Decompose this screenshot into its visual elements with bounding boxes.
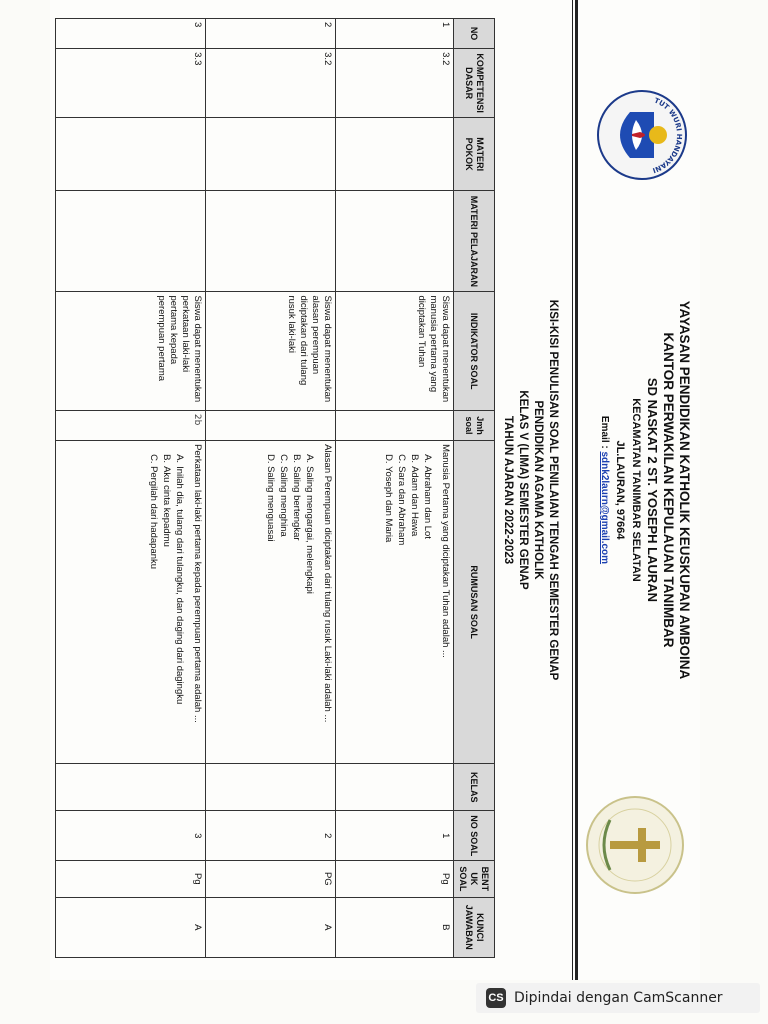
document-page bbox=[50, 0, 700, 980]
option-letter: A. bbox=[422, 454, 433, 464]
logo-motto: TUT WURI HANDAYANI bbox=[651, 96, 684, 175]
option-item bbox=[382, 454, 394, 760]
option-letter: C. bbox=[278, 454, 289, 464]
option-item bbox=[147, 454, 159, 760]
table-row bbox=[56, 19, 206, 958]
col-kompetensi-dasar: KOMPETENSI DASAR bbox=[454, 49, 495, 118]
option-item bbox=[395, 454, 407, 760]
title-line-2: PENDIDIKAN AGAMA KATHOLIK bbox=[532, 400, 544, 580]
row-no: 3 bbox=[56, 19, 206, 49]
option-text: Abraham dan Lot bbox=[422, 466, 433, 539]
camscanner-watermark bbox=[476, 983, 760, 1013]
option-letter: D. bbox=[265, 454, 276, 464]
row-jumlah bbox=[206, 410, 336, 440]
row-kunci: A bbox=[56, 897, 206, 957]
col-kunci-jawaban: KUNCI JAWABAN bbox=[454, 897, 495, 957]
foundation-name: YAYASAN PENDIDIKAN KATHOLIK KEUSKUPAN AMBOINA bbox=[677, 300, 692, 680]
row-kunci: A bbox=[206, 897, 336, 957]
option-text: Yoseph dan Maria bbox=[383, 466, 394, 543]
option-item bbox=[421, 454, 433, 760]
option-letter: C. bbox=[396, 454, 407, 464]
row-kd: 3.3 bbox=[56, 49, 206, 118]
letterhead bbox=[596, 10, 692, 970]
option-item bbox=[160, 454, 172, 760]
option-text: Pergilah dari hadapanku bbox=[148, 466, 159, 570]
col-no-soal: NO SOAL bbox=[454, 811, 495, 861]
row-materi-pelajaran bbox=[56, 191, 206, 292]
row-rumusan bbox=[336, 441, 454, 764]
row-no: 1 bbox=[336, 19, 454, 49]
row-no: 2 bbox=[206, 19, 336, 49]
option-text: Sara dan Abraham bbox=[396, 466, 407, 546]
row-jumlah: 2b bbox=[56, 410, 206, 440]
option-letter: C. bbox=[148, 454, 159, 464]
option-text: Saling bertengkar bbox=[291, 466, 302, 541]
option-item bbox=[290, 454, 302, 760]
question-stem: Manusia Pertama yang diciptakan Tuhan adalah ... bbox=[440, 444, 451, 658]
option-item bbox=[277, 454, 289, 760]
table-header-row bbox=[454, 19, 495, 958]
row-indikator: Siswa dapat menentukan manusia pertama yang diciptakan Tuhan bbox=[336, 292, 454, 410]
col-bentuk-soal: BENT UK SOAL bbox=[454, 861, 495, 898]
row-indikator: Siswa dapat menentukan alasan perempuan diciptakan dari tulang rusuk laki-laki bbox=[206, 292, 336, 410]
option-item bbox=[264, 454, 276, 760]
row-indikator: Siswa dapat menentukan perkataan laki-laki pertama kepada perempuan pertama bbox=[56, 292, 206, 410]
email-link[interactable]: sdnk2laurn@gmail.com bbox=[599, 451, 610, 565]
row-bentuk: PG bbox=[206, 861, 336, 898]
row-no-soal: 1 bbox=[336, 811, 454, 861]
col-materi-pelajaran: MATERI PELAJARAN bbox=[454, 191, 495, 292]
option-letter: D. bbox=[383, 454, 394, 464]
option-item bbox=[303, 454, 315, 760]
option-text: Aku cinta kepadmu bbox=[161, 466, 172, 547]
office-name: KANTOR PERWAKILAN KEPULAUAN TANIMBAR bbox=[661, 332, 676, 648]
row-kunci: B bbox=[336, 897, 454, 957]
header-rule-thin bbox=[572, 0, 573, 980]
title-line-4: TAHUN AJARAN 2022-2023 bbox=[502, 415, 514, 565]
email-line bbox=[596, 10, 612, 970]
school-name: SD NASKAT 2 ST. YOSEPH LAURAN bbox=[645, 377, 660, 603]
col-rumusan-soal: RUMUSAN SOAL bbox=[454, 441, 495, 764]
option-letter: A. bbox=[174, 454, 185, 464]
col-materi-pokok: MATERI POKOK bbox=[454, 118, 495, 191]
option-letter: B. bbox=[291, 454, 302, 464]
table-row bbox=[206, 19, 336, 958]
row-kelas bbox=[56, 764, 206, 811]
option-letter: B. bbox=[409, 454, 420, 464]
row-bentuk: Pg bbox=[56, 861, 206, 898]
col-jumlah-soal: Jmh soal bbox=[454, 410, 495, 440]
option-text: Saling menguasai bbox=[265, 466, 276, 542]
option-text: Inilah dia, tulang dari tulangku, dan daging dari dagingku bbox=[174, 466, 185, 705]
option-text: Saling menghina bbox=[278, 466, 289, 537]
address: JL.LAURAN, 97664 bbox=[614, 440, 626, 540]
title-line-3: KELAS V (LIMA) SEMESTER GENAP bbox=[517, 390, 529, 590]
option-text: Saling mengargai, melengkapi bbox=[304, 466, 315, 594]
row-materi-pelajaran bbox=[336, 191, 454, 292]
row-kd: 3.2 bbox=[336, 49, 454, 118]
question-stem: Alasan Perempuan diciptakan dari tulang rusuk Laki-laki adalah ... bbox=[322, 444, 333, 723]
question-stem: Perkataan laki-laki pertama kepada perempuan pertama adalah ... bbox=[192, 444, 203, 723]
option-list bbox=[264, 454, 315, 760]
district-name: KECAMATAN TANIMBAR SELATAN bbox=[630, 398, 642, 582]
option-letter: B. bbox=[161, 454, 172, 464]
kisi-kisi-table bbox=[55, 18, 495, 958]
table-row bbox=[336, 19, 454, 958]
row-no-soal: 2 bbox=[206, 811, 336, 861]
col-kelas: KELAS bbox=[454, 764, 495, 811]
row-jumlah bbox=[336, 410, 454, 440]
document-title bbox=[500, 10, 560, 970]
camscanner-icon: CS bbox=[486, 988, 506, 1008]
row-kelas bbox=[336, 764, 454, 811]
row-kelas bbox=[206, 764, 336, 811]
col-indikator-soal: INDIKATOR SOAL bbox=[454, 292, 495, 410]
option-list bbox=[382, 454, 433, 760]
option-item bbox=[408, 454, 420, 760]
row-materi-pelajaran bbox=[206, 191, 336, 292]
row-materi-pokok bbox=[56, 118, 206, 191]
row-rumusan bbox=[206, 441, 336, 764]
title-line-1: KISI-KISI PENULISAN SOAL PENILAIAN TENGAH SEMESTER GENAP bbox=[547, 299, 559, 681]
row-kd: 3.2 bbox=[206, 49, 336, 118]
email-label: Email : bbox=[599, 415, 610, 449]
header-rule-thick bbox=[575, 0, 578, 980]
row-materi-pokok bbox=[206, 118, 336, 191]
camscanner-text: Dipindai dengan CamScanner bbox=[514, 990, 723, 1006]
row-bentuk: Pg bbox=[336, 861, 454, 898]
option-text: Adam dan Hawa bbox=[409, 466, 420, 537]
option-list bbox=[147, 454, 185, 760]
row-materi-pokok bbox=[336, 118, 454, 191]
row-no-soal: 3 bbox=[56, 811, 206, 861]
col-no: NO bbox=[454, 19, 495, 49]
option-item bbox=[173, 454, 185, 760]
option-letter: A. bbox=[304, 454, 315, 464]
row-rumusan bbox=[56, 441, 206, 764]
